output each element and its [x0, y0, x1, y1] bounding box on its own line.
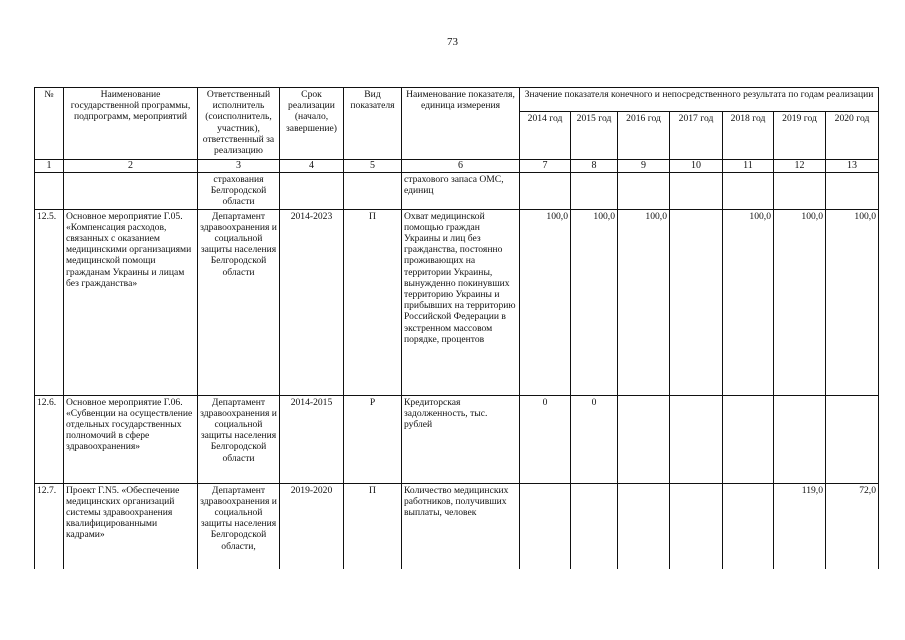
column-index: 5 [344, 160, 402, 173]
row-executor: страхования Белгородской области [198, 173, 280, 210]
table-row [35, 173, 879, 210]
row-value [670, 173, 723, 210]
row-executor: Департамент здравоохранения и социальной защиты населения Белгородской области [198, 395, 280, 483]
header-num: № [35, 88, 64, 160]
header-year: 2014 год [520, 112, 571, 160]
column-index: 1 [35, 160, 64, 173]
row-name: Основное мероприятие Г.05. «Компенсация расходов, связанных с оказанием медицинскими организациями медицинской помощи гражданам Украины и лицам без гражданства» [64, 209, 198, 395]
column-index: 10 [670, 160, 723, 173]
row-term: 2019-2020 [280, 483, 344, 569]
row-type: П [344, 209, 402, 395]
column-index: 2 [64, 160, 198, 173]
row-value: 0 [571, 395, 618, 483]
column-index: 8 [571, 160, 618, 173]
column-index: 12 [774, 160, 826, 173]
row-type [344, 173, 402, 210]
column-index: 3 [198, 160, 280, 173]
table-row [35, 209, 879, 395]
row-value [618, 483, 670, 569]
table-row [35, 395, 879, 483]
row-value [774, 395, 826, 483]
row-indicator: страхового запаса ОМС, единиц [402, 173, 520, 210]
row-value [826, 395, 879, 483]
row-name: Проект Г.N5. «Обеспечение медицинских организаций системы здравоохранения квалифицированными кадрами» [64, 483, 198, 569]
page-number: 73 [447, 36, 458, 48]
row-indicator: Охват медицинской помощью граждан Украины и лиц без гражданства, постоянно проживающих на территории Украины, вынужденно покинувших территорию Украины и прибывших на территорию Российской Федерации в экстренном массовом порядке, процентов [402, 209, 520, 395]
header-year: 2019 год [774, 112, 826, 160]
row-value: 100,0 [774, 209, 826, 395]
row-value [670, 395, 723, 483]
row-name: Основное мероприятие Г.06. «Субвенции на осуществление отдельных государственных полномочий в сфере здравоохранения» [64, 395, 198, 483]
row-term: 2014-2015 [280, 395, 344, 483]
header-year: 2018 год [723, 112, 774, 160]
row-value [670, 483, 723, 569]
row-term: 2014-2023 [280, 209, 344, 395]
column-index: 9 [618, 160, 670, 173]
row-executor: Департамент здравоохранения и социальной защиты населения Белгородской области, [198, 483, 280, 569]
row-value: 119,0 [774, 483, 826, 569]
row-indicator: Кредиторская задолженность, тыс. рублей [402, 395, 520, 483]
column-index: 11 [723, 160, 774, 173]
row-value: 100,0 [618, 209, 670, 395]
row-value [670, 209, 723, 395]
row-indicator: Количество медицинских работников, получивших выплаты, человек [402, 483, 520, 569]
row-value [520, 173, 571, 210]
header-indicator-name: Наименование показателя, единица измерения [402, 88, 520, 160]
row-value [618, 395, 670, 483]
row-value [723, 483, 774, 569]
header-term: Срок реализации (начало, завершение) [280, 88, 344, 160]
row-num: 12.6. [35, 395, 64, 483]
row-value [571, 173, 618, 210]
row-name [64, 173, 198, 210]
row-value [723, 173, 774, 210]
row-value [826, 173, 879, 210]
header-values-group: Значение показателя конечного и непосредственного результата по годам реализации [520, 88, 879, 112]
row-num [35, 173, 64, 210]
table-row [35, 483, 879, 569]
row-num: 12.7. [35, 483, 64, 569]
row-value: 100,0 [723, 209, 774, 395]
column-index: 4 [280, 160, 344, 173]
row-value [723, 395, 774, 483]
column-index-row [35, 160, 879, 173]
row-value [520, 483, 571, 569]
row-executor: Департамент здравоохранения и социальной защиты населения Белгородской области [198, 209, 280, 395]
row-type: П [344, 483, 402, 569]
column-index: 6 [402, 160, 520, 173]
header-name: Наименование государственной программы, подпрограмм, мероприятий [64, 88, 198, 160]
row-term [280, 173, 344, 210]
row-value [774, 173, 826, 210]
row-value: 100,0 [826, 209, 879, 395]
table-header-row [35, 88, 879, 112]
column-index: 13 [826, 160, 879, 173]
header-indicator-type: Вид показателя [344, 88, 402, 160]
header-year: 2016 год [618, 112, 670, 160]
indicators-table [34, 87, 879, 569]
row-value: 72,0 [826, 483, 879, 569]
row-value [571, 483, 618, 569]
row-value: 100,0 [571, 209, 618, 395]
row-value [618, 173, 670, 210]
row-type: Р [344, 395, 402, 483]
header-year: 2015 год [571, 112, 618, 160]
header-year: 2017 год [670, 112, 723, 160]
header-year: 2020 год [826, 112, 879, 160]
column-index: 7 [520, 160, 571, 173]
row-value: 0 [520, 395, 571, 483]
row-num: 12.5. [35, 209, 64, 395]
row-value: 100,0 [520, 209, 571, 395]
header-executor: Ответственный исполнитель (соисполнитель, участник), ответственный за реализацию [198, 88, 280, 160]
